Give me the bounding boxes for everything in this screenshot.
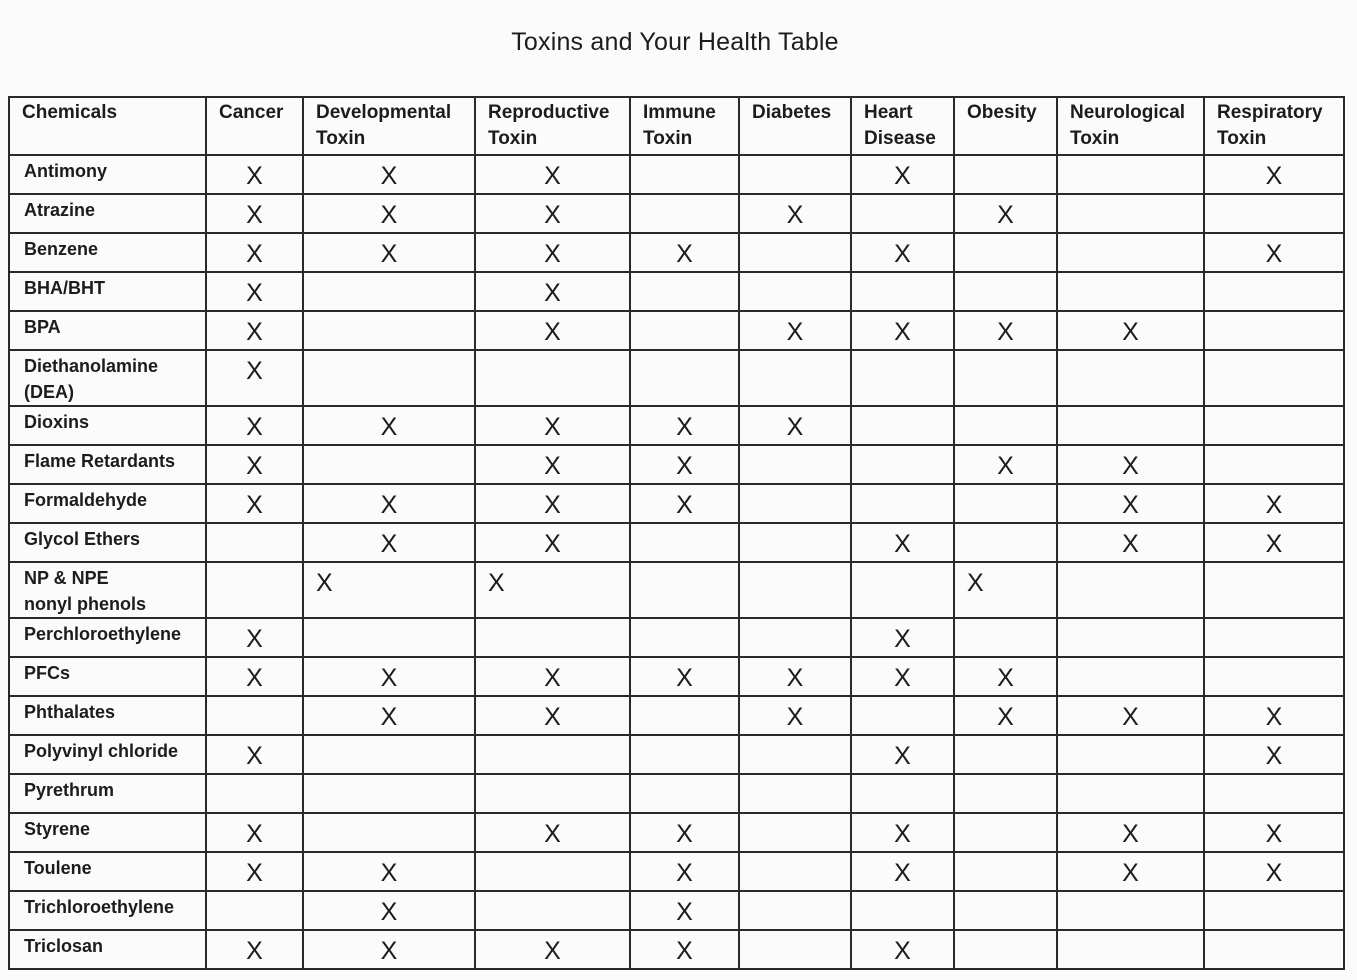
mark-cell — [1057, 891, 1204, 930]
mark-cell — [303, 618, 475, 657]
mark-cell: X — [851, 813, 954, 852]
mark-cell: X — [475, 272, 630, 311]
mark-cell: X — [739, 406, 851, 445]
mark-cell — [475, 735, 630, 774]
mark-cell: X — [475, 657, 630, 696]
mark-cell: X — [630, 233, 739, 272]
mark-cell: X — [739, 194, 851, 233]
mark-cell — [1057, 350, 1204, 406]
mark-cell: X — [630, 484, 739, 523]
mark-cell: X — [1204, 233, 1344, 272]
table-row — [9, 930, 1344, 969]
table-row — [9, 484, 1344, 523]
chemical-name: BPA — [9, 311, 206, 350]
mark-cell — [954, 350, 1057, 406]
mark-cell: X — [206, 484, 303, 523]
mark-cell — [739, 774, 851, 813]
mark-cell — [630, 735, 739, 774]
mark-cell — [954, 233, 1057, 272]
mark-cell — [739, 272, 851, 311]
mark-cell — [851, 272, 954, 311]
mark-cell: X — [206, 155, 303, 194]
table-row — [9, 618, 1344, 657]
chemical-name: Dioxins — [9, 406, 206, 445]
mark-cell: X — [954, 445, 1057, 484]
mark-cell: X — [206, 445, 303, 484]
mark-cell — [1204, 657, 1344, 696]
mark-cell: X — [1204, 696, 1344, 735]
table-row — [9, 311, 1344, 350]
column-header: Reproductive Toxin — [475, 97, 630, 155]
mark-cell — [303, 311, 475, 350]
mark-cell — [1057, 155, 1204, 194]
chemical-name: Styrene — [9, 813, 206, 852]
column-header: Respiratory Toxin — [1204, 97, 1344, 155]
mark-cell — [1057, 406, 1204, 445]
mark-cell — [954, 813, 1057, 852]
mark-cell — [739, 813, 851, 852]
mark-cell — [1057, 233, 1204, 272]
mark-cell: X — [851, 155, 954, 194]
mark-cell: X — [206, 194, 303, 233]
mark-cell — [1204, 311, 1344, 350]
mark-cell — [1057, 194, 1204, 233]
mark-cell: X — [303, 852, 475, 891]
mark-cell: X — [303, 406, 475, 445]
mark-cell — [303, 735, 475, 774]
mark-cell — [954, 735, 1057, 774]
mark-cell — [630, 774, 739, 813]
column-header: Neurological Toxin — [1057, 97, 1204, 155]
mark-cell — [475, 774, 630, 813]
mark-cell: X — [303, 194, 475, 233]
mark-cell: X — [630, 406, 739, 445]
mark-cell — [1204, 350, 1344, 406]
mark-cell: X — [206, 311, 303, 350]
mark-cell: X — [475, 445, 630, 484]
mark-cell — [1057, 774, 1204, 813]
mark-cell — [851, 774, 954, 813]
mark-cell — [475, 618, 630, 657]
table-row — [9, 445, 1344, 484]
table-row — [9, 852, 1344, 891]
mark-cell: X — [475, 406, 630, 445]
mark-cell — [1057, 272, 1204, 311]
table-row — [9, 813, 1344, 852]
mark-cell — [1204, 891, 1344, 930]
mark-cell: X — [475, 696, 630, 735]
mark-cell — [630, 272, 739, 311]
chemical-name: BHA/BHT — [9, 272, 206, 311]
mark-cell: X — [206, 735, 303, 774]
mark-cell: X — [739, 657, 851, 696]
mark-cell: X — [630, 813, 739, 852]
mark-cell — [739, 445, 851, 484]
mark-cell — [851, 562, 954, 618]
mark-cell: X — [475, 155, 630, 194]
mark-cell: X — [206, 350, 303, 406]
chemical-name: Triclosan — [9, 930, 206, 969]
mark-cell: X — [630, 852, 739, 891]
header-row — [9, 97, 1344, 155]
mark-cell — [739, 484, 851, 523]
mark-cell — [303, 774, 475, 813]
mark-cell: X — [1204, 155, 1344, 194]
mark-cell: X — [303, 657, 475, 696]
table-row — [9, 774, 1344, 813]
mark-cell — [739, 155, 851, 194]
mark-cell: X — [739, 311, 851, 350]
mark-cell: X — [954, 194, 1057, 233]
mark-cell — [739, 233, 851, 272]
mark-cell: X — [630, 891, 739, 930]
mark-cell — [1204, 272, 1344, 311]
chemical-name: Polyvinyl chloride — [9, 735, 206, 774]
mark-cell: X — [206, 406, 303, 445]
mark-cell — [851, 194, 954, 233]
mark-cell: X — [303, 891, 475, 930]
mark-cell: X — [1204, 523, 1344, 562]
mark-cell — [851, 350, 954, 406]
mark-cell — [303, 445, 475, 484]
toxins-table — [8, 96, 1345, 970]
table-row — [9, 523, 1344, 562]
table-body — [9, 155, 1344, 969]
table-row — [9, 735, 1344, 774]
mark-cell: X — [1057, 445, 1204, 484]
mark-cell — [206, 891, 303, 930]
table-row — [9, 696, 1344, 735]
mark-cell: X — [475, 484, 630, 523]
mark-cell — [303, 272, 475, 311]
mark-cell — [475, 350, 630, 406]
mark-cell: X — [475, 930, 630, 969]
chemical-name: Pyrethrum — [9, 774, 206, 813]
mark-cell — [954, 272, 1057, 311]
mark-cell — [206, 562, 303, 618]
mark-cell: X — [851, 618, 954, 657]
mark-cell: X — [630, 657, 739, 696]
mark-cell: X — [475, 562, 630, 618]
page-title: Toxins and Your Health Table — [511, 28, 839, 56]
mark-cell: X — [1204, 813, 1344, 852]
table-row — [9, 562, 1344, 618]
mark-cell: X — [1204, 484, 1344, 523]
mark-cell: X — [206, 657, 303, 696]
table-row — [9, 194, 1344, 233]
mark-cell — [630, 562, 739, 618]
mark-cell — [954, 618, 1057, 657]
mark-cell — [303, 813, 475, 852]
chemical-name: Perchloroethylene — [9, 618, 206, 657]
chemical-name: Benzene — [9, 233, 206, 272]
mark-cell — [739, 562, 851, 618]
mark-cell — [630, 194, 739, 233]
column-header: Immune Toxin — [630, 97, 739, 155]
mark-cell — [475, 852, 630, 891]
mark-cell: X — [1057, 484, 1204, 523]
mark-cell — [954, 155, 1057, 194]
mark-cell — [851, 484, 954, 523]
chemical-name: Trichloroethylene — [9, 891, 206, 930]
chemical-name: Diethanolamine (DEA) — [9, 350, 206, 406]
mark-cell — [1057, 657, 1204, 696]
chemical-name: PFCs — [9, 657, 206, 696]
mark-cell — [851, 406, 954, 445]
mark-cell — [630, 155, 739, 194]
mark-cell: X — [475, 523, 630, 562]
column-header: Diabetes — [739, 97, 851, 155]
table-row — [9, 233, 1344, 272]
mark-cell: X — [303, 523, 475, 562]
mark-cell: X — [475, 311, 630, 350]
mark-cell: X — [206, 852, 303, 891]
mark-cell — [206, 774, 303, 813]
mark-cell — [1057, 930, 1204, 969]
mark-cell: X — [475, 194, 630, 233]
chemical-name: Flame Retardants — [9, 445, 206, 484]
mark-cell: X — [303, 233, 475, 272]
mark-cell: X — [206, 272, 303, 311]
mark-cell — [1204, 406, 1344, 445]
mark-cell — [1204, 774, 1344, 813]
mark-cell — [954, 930, 1057, 969]
chemical-name: Toulene — [9, 852, 206, 891]
mark-cell — [851, 445, 954, 484]
chemical-name: Glycol Ethers — [9, 523, 206, 562]
mark-cell — [303, 350, 475, 406]
mark-cell — [954, 852, 1057, 891]
mark-cell — [1204, 618, 1344, 657]
mark-cell: X — [1057, 311, 1204, 350]
mark-cell — [1057, 618, 1204, 657]
column-header: Chemicals — [9, 97, 206, 155]
mark-cell — [1204, 445, 1344, 484]
chemical-name: Formaldehyde — [9, 484, 206, 523]
table-row — [9, 657, 1344, 696]
mark-cell: X — [851, 657, 954, 696]
table-row — [9, 155, 1344, 194]
mark-cell: X — [851, 311, 954, 350]
mark-cell: X — [851, 233, 954, 272]
mark-cell: X — [630, 445, 739, 484]
chemical-name: NP & NPE nonyl phenols — [9, 562, 206, 618]
mark-cell: X — [303, 696, 475, 735]
mark-cell: X — [1057, 813, 1204, 852]
mark-cell — [630, 523, 739, 562]
mark-cell — [1204, 562, 1344, 618]
mark-cell — [739, 891, 851, 930]
mark-cell: X — [475, 233, 630, 272]
mark-cell: X — [954, 657, 1057, 696]
mark-cell — [1057, 735, 1204, 774]
mark-cell: X — [303, 930, 475, 969]
mark-cell — [1204, 930, 1344, 969]
mark-cell: X — [1204, 852, 1344, 891]
column-header: Developmental Toxin — [303, 97, 475, 155]
mark-cell — [739, 735, 851, 774]
table-row — [9, 350, 1344, 406]
mark-cell: X — [954, 311, 1057, 350]
table-row — [9, 406, 1344, 445]
mark-cell: X — [1204, 735, 1344, 774]
mark-cell — [851, 696, 954, 735]
column-header: Heart Disease — [851, 97, 954, 155]
mark-cell: X — [475, 813, 630, 852]
mark-cell — [739, 930, 851, 969]
mark-cell: X — [851, 523, 954, 562]
mark-cell: X — [1057, 696, 1204, 735]
mark-cell — [954, 406, 1057, 445]
mark-cell — [954, 774, 1057, 813]
mark-cell — [739, 350, 851, 406]
mark-cell: X — [851, 852, 954, 891]
mark-cell — [475, 891, 630, 930]
mark-cell — [630, 350, 739, 406]
mark-cell: X — [851, 735, 954, 774]
mark-cell: X — [630, 930, 739, 969]
mark-cell: X — [954, 562, 1057, 618]
mark-cell — [954, 891, 1057, 930]
mark-cell — [1057, 562, 1204, 618]
chemical-name: Antimony — [9, 155, 206, 194]
mark-cell: X — [206, 233, 303, 272]
table-row — [9, 891, 1344, 930]
mark-cell — [739, 523, 851, 562]
mark-cell — [206, 523, 303, 562]
mark-cell: X — [954, 696, 1057, 735]
mark-cell: X — [303, 484, 475, 523]
mark-cell — [739, 618, 851, 657]
mark-cell — [1204, 194, 1344, 233]
mark-cell — [630, 618, 739, 657]
mark-cell — [954, 523, 1057, 562]
chemical-name: Phthalates — [9, 696, 206, 735]
table-header — [9, 97, 1344, 155]
column-header: Obesity — [954, 97, 1057, 155]
mark-cell: X — [303, 562, 475, 618]
mark-cell — [739, 852, 851, 891]
mark-cell: X — [851, 930, 954, 969]
mark-cell: X — [206, 618, 303, 657]
mark-cell: X — [206, 813, 303, 852]
mark-cell: X — [739, 696, 851, 735]
mark-cell — [630, 696, 739, 735]
table-row — [9, 272, 1344, 311]
column-header: Cancer — [206, 97, 303, 155]
chemical-name: Atrazine — [9, 194, 206, 233]
mark-cell — [206, 696, 303, 735]
mark-cell — [630, 311, 739, 350]
mark-cell: X — [206, 930, 303, 969]
mark-cell — [954, 484, 1057, 523]
mark-cell — [851, 891, 954, 930]
mark-cell: X — [303, 155, 475, 194]
mark-cell: X — [1057, 852, 1204, 891]
mark-cell: X — [1057, 523, 1204, 562]
